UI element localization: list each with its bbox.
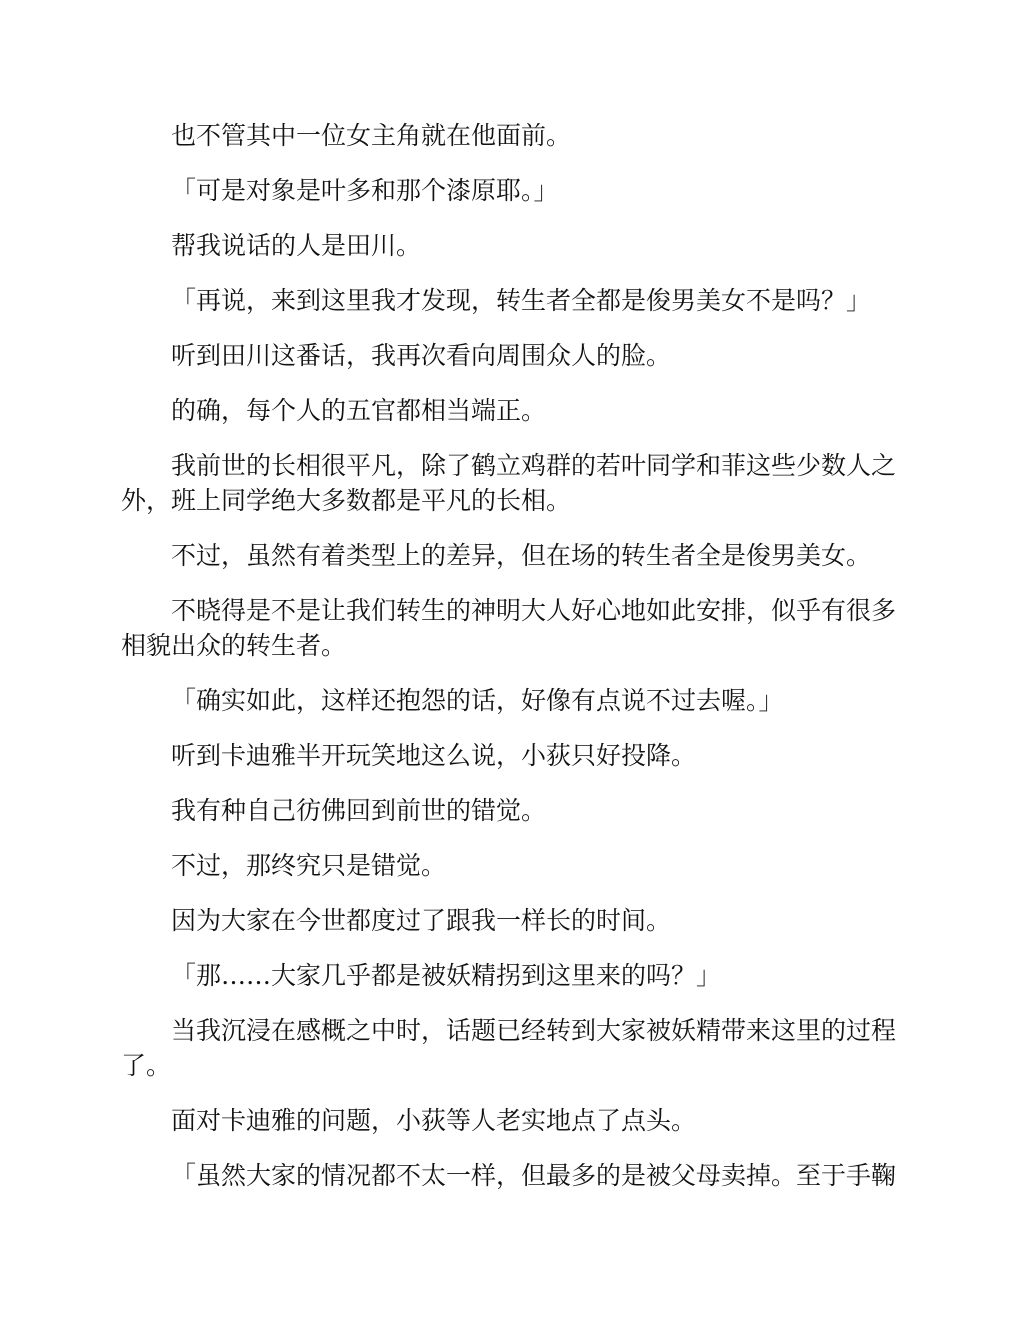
- document-page: [121, 118, 901, 1213]
- paragraph: 「可是对象是叶多和那个漆原耶。」: [171, 176, 559, 205]
- paragraph: 帮我说话的人是田川。: [171, 231, 422, 260]
- paragraph: 听到田川这番话，我再次看向周围众人的脸。: [171, 341, 672, 370]
- paragraph: 因为大家在今世都度过了跟我一样长的时间。: [171, 906, 672, 935]
- paragraph: 不过，虽然有着类型上的差异，但在场的转生者全是俊男美女。: [171, 541, 872, 570]
- paragraph: 「再说，来到这里我才发现，转生者全都是俊男美女不是吗？」: [171, 286, 872, 315]
- paragraph: 不过，那终究只是错觉。: [171, 851, 447, 880]
- paragraph: 当我沉浸在感概之中时，话题已经转到大家被妖精带来这里的过程了。: [121, 1016, 897, 1080]
- paragraph: 「虽然大家的情况都不太一样，但最多的是被父母卖掉。至于手鞠: [171, 1161, 897, 1190]
- paragraph: 也不管其中一位女主角就在他面前。: [171, 121, 572, 150]
- paragraph: 「确实如此，这样还抱怨的话，好像有点说不过去喔。」: [171, 686, 784, 715]
- paragraph: 的确，每个人的五官都相当端正。: [171, 396, 547, 425]
- paragraph: 面对卡迪雅的问题，小荻等人老实地点了点头。: [171, 1106, 697, 1135]
- paragraph: 我有种自己彷佛回到前世的错觉。: [171, 796, 547, 825]
- paragraph: 听到卡迪雅半开玩笑地这么说，小荻只好投降。: [171, 741, 697, 770]
- paragraph: 我前世的长相很平凡，除了鹤立鸡群的若叶同学和菲这些少数人之外，班上同学绝大多数都是平凡的长相。: [121, 451, 897, 515]
- paragraph: 「那……大家几乎都是被妖精拐到这里来的吗？」: [171, 961, 722, 990]
- paragraph: 不晓得是不是让我们转生的神明大人好心地如此安排，似乎有很多相貌出众的转生者。: [121, 596, 897, 660]
